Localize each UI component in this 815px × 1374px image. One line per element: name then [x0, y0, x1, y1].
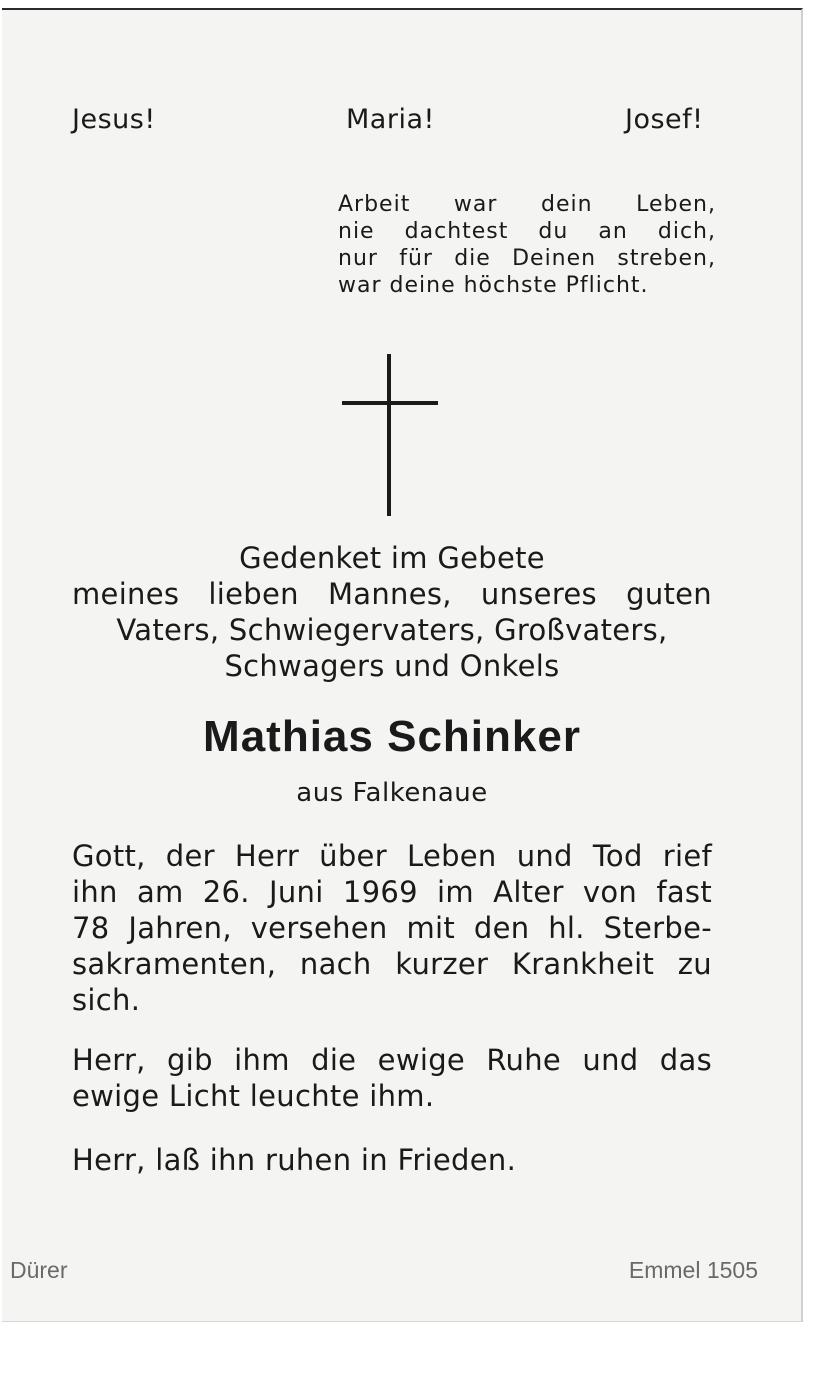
paragraph-line: ihn am 26. Juni 1969 im Alter von fast: [72, 875, 712, 909]
death-notice-paragraph: [72, 838, 712, 1018]
header-jesus: Jesus!: [72, 104, 156, 135]
intro-line: meines lieben Mannes, unseres guten: [72, 577, 712, 611]
paragraph-line: Herr, laß ihn ruhen in Frieden.: [72, 1143, 517, 1177]
cross-icon: [342, 354, 438, 516]
paragraph-line: Herr, gib ihm die ewige Ruhe und das: [72, 1043, 712, 1077]
intro-text: [72, 540, 712, 684]
prayer-paragraph: [72, 1042, 712, 1114]
header-maria: Maria!: [346, 104, 435, 135]
paragraph-line: sakramenten, nach kurzer Krankheit zu: [72, 947, 712, 981]
verse-line: nur für die Deinen streben,: [338, 246, 716, 271]
deceased-origin: aus Falkenaue: [296, 778, 488, 808]
paragraph-line: ewige Licht leuchte ihm.: [72, 1079, 435, 1113]
paragraph-line: Gott, der Herr über Leben und Tod rief: [72, 839, 712, 873]
deceased-name: Mathias Schinker: [203, 712, 581, 761]
verse-line: Arbeit war dein Leben,: [338, 192, 716, 217]
memorial-verse: [338, 191, 716, 299]
paragraph-line: sich.: [72, 983, 141, 1017]
verse-line: nie dachtest du an dich,: [338, 219, 716, 244]
footer-right: Emmel 1505: [628, 1257, 758, 1283]
intro-line: Schwagers und Onkels: [224, 649, 560, 683]
footer-left: Dürer: [10, 1257, 68, 1283]
closing-prayer: [72, 1142, 712, 1178]
verse-line: war deine höchste Pflicht.: [338, 273, 649, 298]
paragraph-line: 78 Jahren, versehen mit den hl. Sterbe-: [72, 911, 712, 945]
intro-line: Vaters, Schwiegervaters, Großvaters,: [116, 613, 668, 647]
header-josef: Josef!: [625, 104, 704, 135]
intro-line: Gedenket im Gebete: [239, 541, 545, 575]
